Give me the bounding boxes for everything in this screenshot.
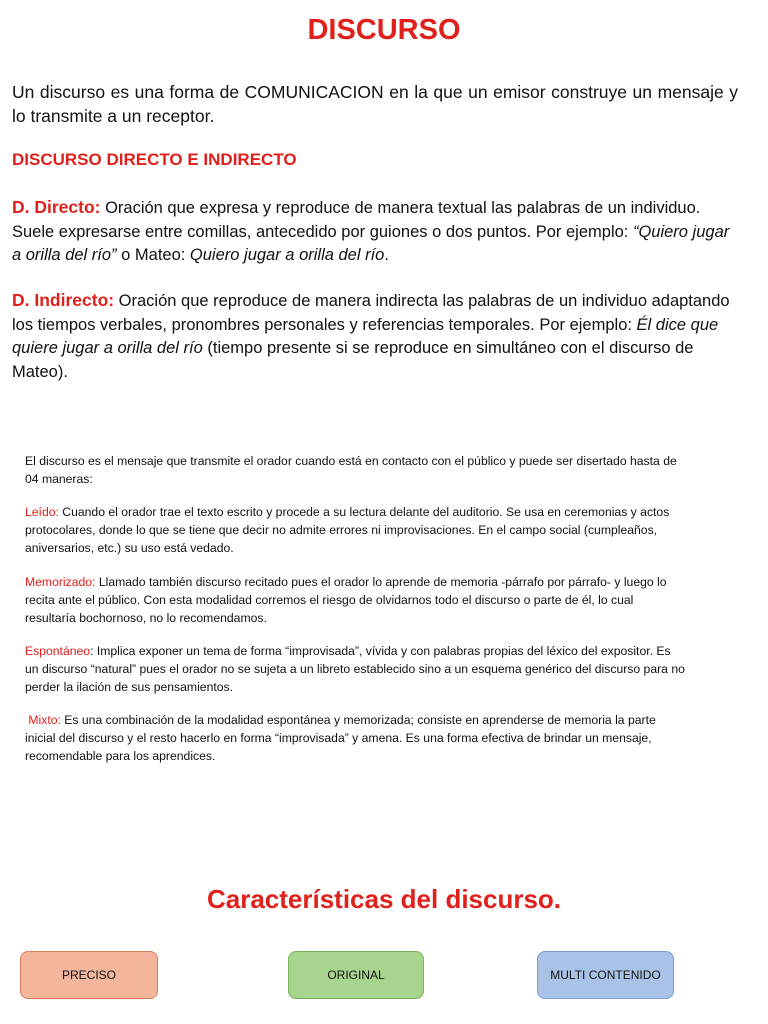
characteristic-box-multi-contenido: MULTI CONTENIDO [537, 951, 674, 999]
characteristic-box-original: ORIGINAL [288, 951, 424, 999]
direct-speech-paragraph [12, 196, 738, 268]
direct-speech-text: Oración que expresa y reproduce de manera textual las palabras de un individuo. Suele expresarse entre comillas, antecedido por guiones o dos puntos. Por ejemplo: [12, 199, 701, 241]
modality-memorizado [25, 573, 685, 628]
direct-speech-text-3: . [384, 246, 389, 264]
direct-speech-label: D. Directo: [12, 197, 101, 217]
modality-mixto-label: Mixto: [28, 713, 61, 727]
intro-paragraph: Un discurso es una forma de COMUNICACION en la que un emisor construye un mensaje y lo transmite a un receptor. [12, 82, 738, 126]
modality-mixto-text: Es una combinación de la modalidad espontánea y memorizada; consiste en aprenderse de memoria la parte inicial del discurso y el resto hacerlo en forma “improvisada” y amena. Es una forma efectiva de brindar un mensaje, recomendable para los aprendices. [25, 713, 656, 764]
modality-espontaneo-text: : Implica exponer un tema de forma “improvisada”, vívida y con palabras propias del léxico del expositor. Es un discurso “natural” pues el orador no se sujeta a un libreto establecido sino a un esquema genérico del discurso para no perder la ilación de sus pensamientos. [25, 644, 685, 695]
characteristic-box-preciso: PRECISO [20, 951, 158, 999]
indirect-speech-text: Oración que reproduce de manera indirecta las palabras de un individuo adaptando los tiempos verbales, pronombres personales y referencias temporales. Por ejemplo: [12, 292, 730, 334]
page-title: DISCURSO [307, 14, 461, 46]
direct-speech-quote: “Quiero jugar a orilla del río” [12, 222, 730, 264]
indirect-speech-label: D. Indirecto: [12, 290, 115, 310]
modality-leido-label: Leído: [25, 505, 59, 519]
section-heading-direct-indirect: DISCURSO DIRECTO E INDIRECTO [12, 150, 297, 169]
modality-espontaneo [25, 642, 685, 697]
modalities-intro: El discurso es el mensaje que transmite el orador cuando está en contacto con el público y puede ser disertado hasta de 04 maneras: [25, 454, 677, 487]
modality-mixto [25, 711, 685, 766]
modality-memorizado-label: Memorizado: [25, 575, 96, 589]
characteristics-title: Características del discurso. [206, 884, 562, 914]
direct-speech-quote-2: Quiero jugar a orilla del río [189, 246, 385, 264]
modality-memorizado-text: Llamado también discurso recitado pues el orador lo aprende de memoria -párrafo por párrafo- y luego lo recita ante el público. Con esta modalidad corremos el riesgo de olvidarnos todo el discurso o parte de él, lo cual resultaría bochornoso, no lo recomendamos. [25, 575, 667, 626]
modality-espontaneo-label: Espontáneo [25, 644, 91, 658]
indirect-speech-quote: Él dice que quiere jugar a orilla del río [12, 315, 719, 357]
modality-leido [25, 503, 685, 558]
indirect-speech-paragraph [12, 289, 738, 384]
indirect-speech-text-2: (tiempo presente si se reproduce en simultáneo con el discurso de Mateo). [12, 339, 694, 381]
modality-leido-text: Cuando el orador trae el texto escrito y procede a su lectura delante del auditorio. Se usa en ceremonias y actos protocolares, donde lo que se tiene que decir no admite errores ni improvisaciones. En el campo social (cumpleaños, aniversarios, etc.) su uso está vedado. [25, 505, 670, 556]
direct-speech-text-2: o Mateo: [116, 246, 190, 264]
